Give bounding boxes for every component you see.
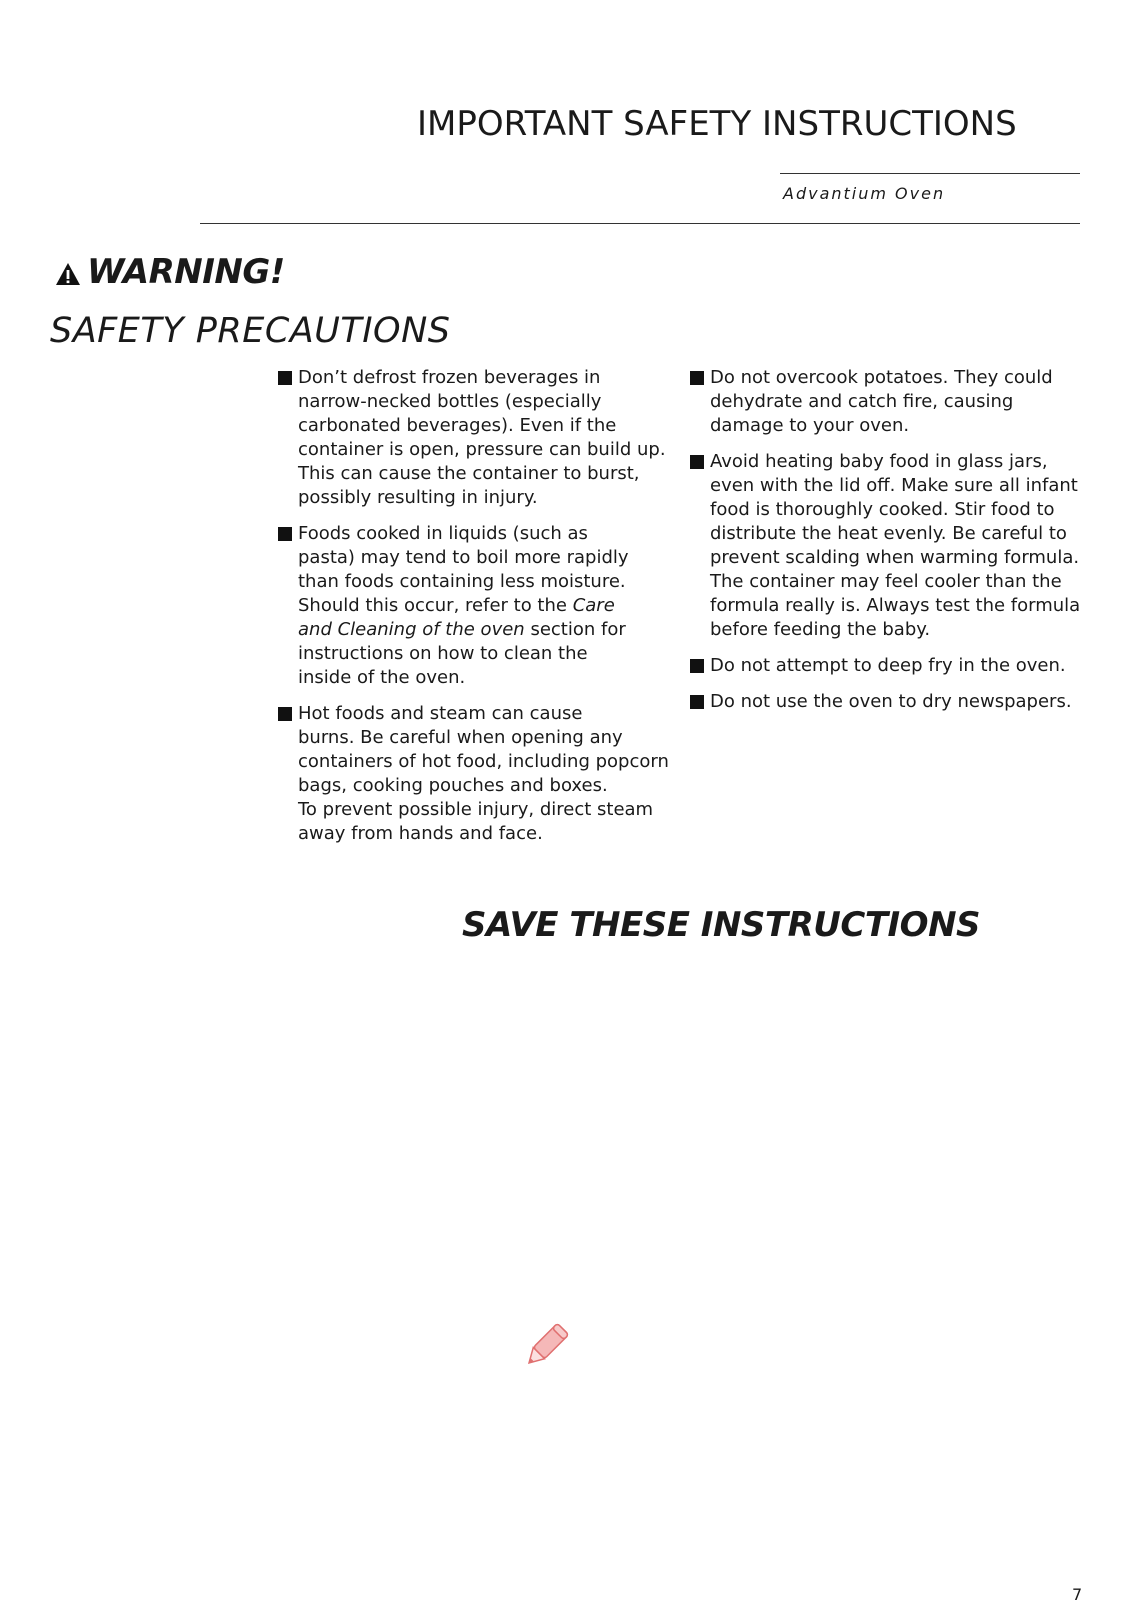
header-title: IMPORTANT SAFETY INSTRUCTIONS xyxy=(417,104,1017,144)
text-line: bags, cooking pouches and boxes. xyxy=(298,775,608,796)
header-divider-short xyxy=(780,173,1080,174)
text-line: Do not attempt to deep fry in the oven. xyxy=(710,655,1066,676)
header-divider-long xyxy=(200,223,1080,224)
list-item xyxy=(278,702,668,846)
text-line: formula really is. Always test the formula xyxy=(710,595,1081,616)
warning-triangle-icon xyxy=(55,261,81,287)
bullet-square-icon xyxy=(690,695,704,709)
list-item-text xyxy=(710,690,1090,714)
text-line: Don’t defrost frozen beverages in xyxy=(298,367,601,388)
text-line xyxy=(298,618,668,642)
text-line: The container may feel cooler than the xyxy=(710,571,1062,592)
text-line: possibly resulting in injury. xyxy=(298,487,538,508)
header-subtitle: Advantium Oven xyxy=(783,184,946,203)
text-line: even with the lid off. Make sure all infant xyxy=(710,475,1078,496)
section-title: SAFETY PRECAUTIONS xyxy=(50,311,451,351)
list-item-text xyxy=(298,702,669,846)
text-line: Hot foods and steam can cause xyxy=(298,703,583,724)
text-line: instructions on how to clean the xyxy=(298,643,588,664)
warning-label: WARNING! xyxy=(87,252,285,292)
bullet-square-icon xyxy=(278,707,292,721)
list-item-text xyxy=(710,654,1090,678)
bullet-square-icon xyxy=(690,371,704,385)
right-column xyxy=(690,366,1090,726)
text-line: inside of the oven. xyxy=(298,667,466,688)
text-line: This can cause the container to burst, xyxy=(298,463,640,484)
text-line: containers of hot food, including popcorn xyxy=(298,751,669,772)
list-item xyxy=(278,522,668,690)
text-line: food is thoroughly cooked. Stir food to xyxy=(710,499,1055,520)
page-number: 7 xyxy=(1072,1585,1083,1604)
text-line: than foods containing less moisture. xyxy=(298,571,626,592)
text-line: dehydrate and catch fire, causing xyxy=(710,391,1014,412)
text-line: carbonated beverages). Even if the xyxy=(298,415,617,436)
care-cleaning-reference: Care xyxy=(572,595,615,616)
list-item xyxy=(690,450,1090,642)
list-item xyxy=(690,654,1090,678)
list-item-text xyxy=(298,366,668,510)
bullet-square-icon xyxy=(278,527,292,541)
text-line: pasta) may tend to boil more rapidly xyxy=(298,547,629,568)
care-cleaning-reference: and Cleaning of the oven xyxy=(298,619,525,640)
list-item-text xyxy=(298,522,668,690)
text-line: To prevent possible injury, direct steam xyxy=(298,799,654,820)
text-line: container is open, pressure can build up. xyxy=(298,439,666,460)
text-line: Avoid heating baby food in glass jars, xyxy=(710,451,1048,472)
list-item xyxy=(690,366,1090,438)
list-item xyxy=(690,690,1090,714)
text-line: damage to your oven. xyxy=(710,415,910,436)
list-item-text xyxy=(710,450,1090,642)
text-line: distribute the heat evenly. Be careful to xyxy=(710,523,1067,544)
text-line: Foods cooked in liquids (such as xyxy=(298,523,588,544)
list-item xyxy=(278,366,668,510)
text-run: section for xyxy=(524,619,626,640)
text-run: Should this occur, refer to the xyxy=(298,595,573,616)
text-line: burns. Be careful when opening any xyxy=(298,727,623,748)
warning-heading xyxy=(55,252,285,292)
text-line: prevent scalding when warming formula. xyxy=(710,547,1080,568)
text-line xyxy=(298,594,668,618)
text-line: narrow-necked bottles (especially xyxy=(298,391,602,412)
pencil-icon xyxy=(518,1318,574,1374)
text-line: Do not overcook potatoes. They could xyxy=(710,367,1053,388)
bullet-square-icon xyxy=(278,371,292,385)
list-item-text xyxy=(710,366,1090,438)
save-instructions-heading: SAVE THESE INSTRUCTIONS xyxy=(462,905,981,945)
left-column xyxy=(278,366,668,858)
text-line: away from hands and face. xyxy=(298,823,543,844)
bullet-square-icon xyxy=(690,455,704,469)
text-line: Do not use the oven to dry newspapers. xyxy=(710,691,1072,712)
bullet-square-icon xyxy=(690,659,704,673)
text-line: before feeding the baby. xyxy=(710,619,931,640)
